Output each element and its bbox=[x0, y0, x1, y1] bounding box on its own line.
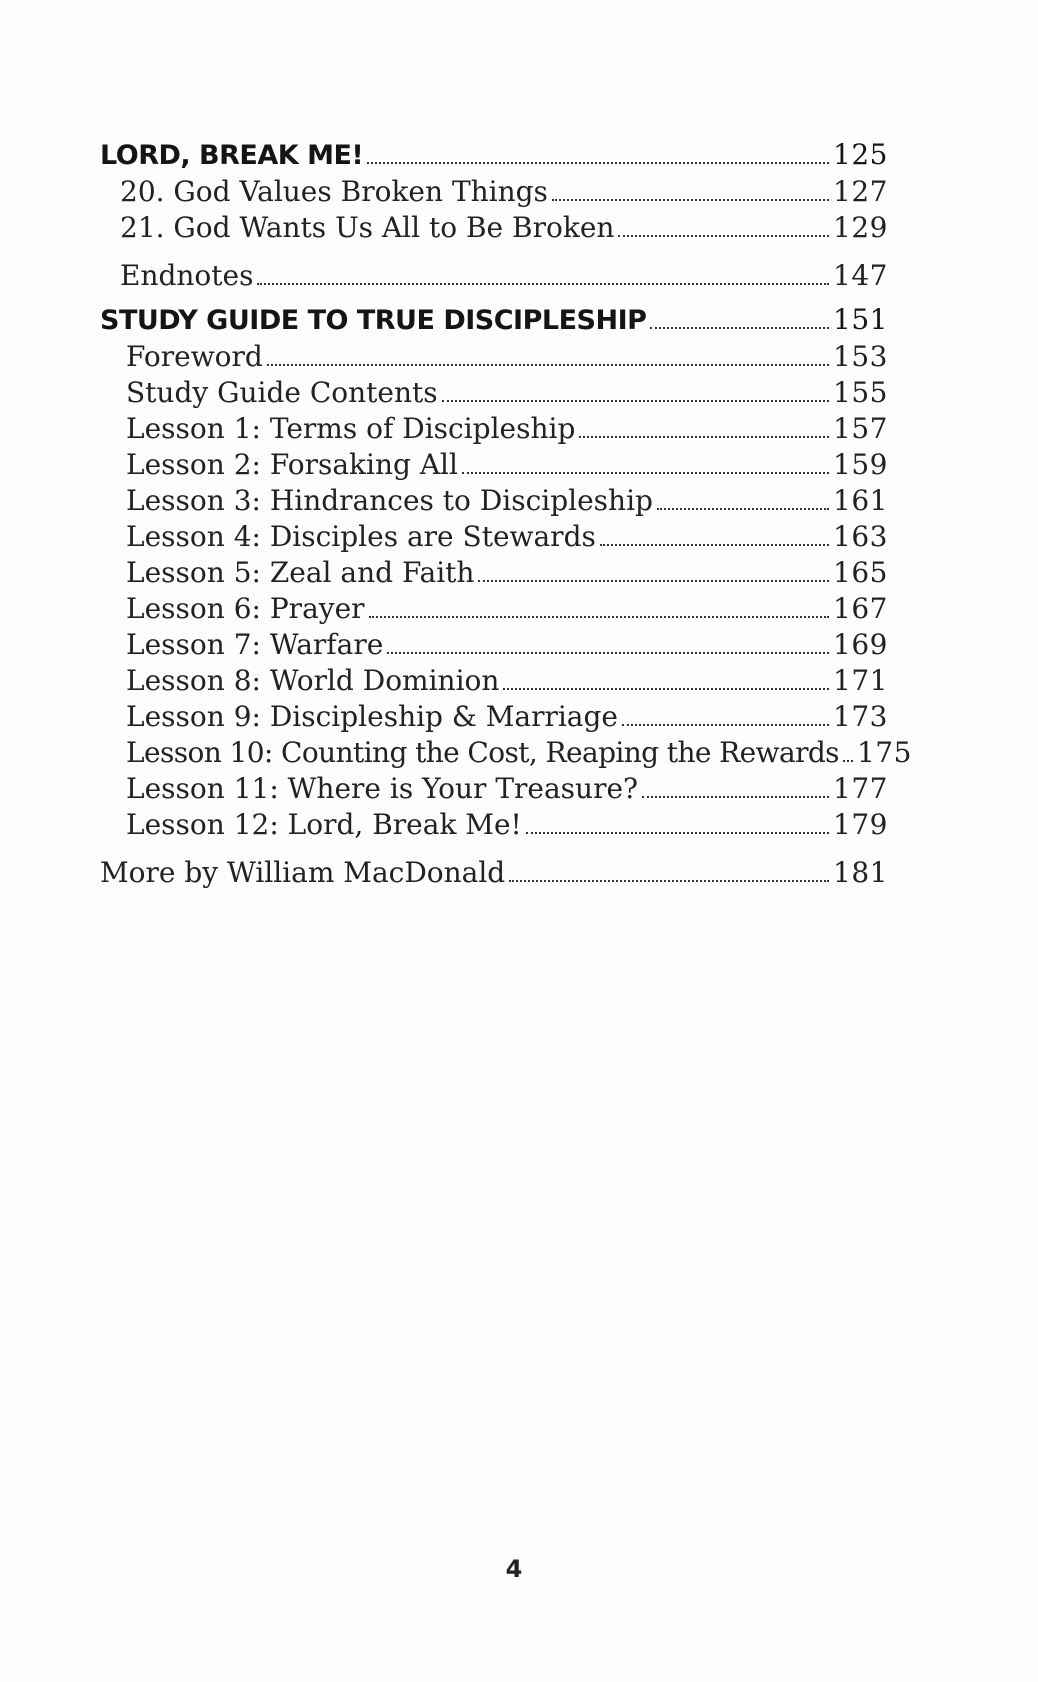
toc-entry-label: More by William MacDonald bbox=[100, 856, 506, 889]
toc-heading-lord-break-me bbox=[100, 137, 888, 174]
toc-entry-label: Lesson 11: Where is Your Treasure? bbox=[126, 772, 639, 805]
dot-leader bbox=[369, 616, 830, 618]
dot-leader bbox=[387, 652, 829, 654]
dot-leader bbox=[509, 880, 829, 882]
toc-heading-label: LORD, BREAK ME! bbox=[100, 140, 364, 171]
toc-page-number: 175 bbox=[856, 736, 912, 769]
toc-entry bbox=[100, 447, 888, 483]
dot-leader bbox=[642, 796, 829, 798]
toc-page-number: 129 bbox=[833, 211, 888, 244]
dot-leader bbox=[618, 235, 829, 237]
toc-entry-label: 20. God Values Broken Things bbox=[120, 175, 548, 208]
dot-leader bbox=[503, 688, 829, 690]
toc-entry-label: Lesson 4: Disciples are Stewards bbox=[126, 520, 596, 553]
toc-entry-label: 21. God Wants Us All to Be Broken bbox=[120, 211, 615, 244]
toc-entry-label: Lesson 10: Counting the Cost, Reaping the Rewards bbox=[126, 736, 839, 769]
toc-page-number: 177 bbox=[833, 772, 888, 805]
toc-page-number: 155 bbox=[833, 376, 888, 409]
toc-entry-label: Foreword bbox=[126, 340, 263, 373]
toc-entry-label: Lesson 1: Terms of Discipleship bbox=[126, 412, 576, 445]
dot-leader bbox=[442, 400, 829, 402]
dot-leader bbox=[478, 580, 829, 582]
dot-leader bbox=[257, 283, 829, 285]
spacer bbox=[100, 246, 888, 258]
toc-entry-label: Study Guide Contents bbox=[126, 376, 438, 409]
toc-page-number: 161 bbox=[833, 484, 888, 517]
toc-entry-label: Lesson 9: Discipleship & Marriage bbox=[126, 700, 618, 733]
toc-entry-endnotes bbox=[100, 258, 888, 294]
toc-entry bbox=[100, 483, 888, 519]
toc-entry-label: Lesson 12: Lord, Break Me! bbox=[126, 808, 522, 841]
dot-leader bbox=[267, 364, 829, 366]
dot-leader bbox=[657, 508, 829, 510]
toc-page-number: 125 bbox=[833, 138, 888, 171]
toc-entry-label: Lesson 6: Prayer bbox=[126, 592, 365, 625]
dot-leader bbox=[650, 327, 829, 329]
toc-entry bbox=[100, 627, 888, 663]
dot-leader bbox=[579, 436, 829, 438]
toc-entry-more-by bbox=[100, 855, 888, 891]
toc-entry bbox=[100, 591, 888, 627]
toc-page-number: 169 bbox=[833, 628, 888, 661]
toc-page-number: 181 bbox=[833, 856, 888, 889]
toc-entry bbox=[100, 735, 912, 771]
toc-entry-label: Lesson 8: World Dominion bbox=[126, 664, 500, 697]
dot-leader bbox=[600, 544, 829, 546]
toc-page-number: 165 bbox=[833, 556, 888, 589]
toc-heading-study-guide bbox=[100, 302, 888, 339]
dot-leader bbox=[462, 472, 829, 474]
toc-entry bbox=[100, 174, 888, 210]
toc-entry-label: Lesson 7: Warfare bbox=[126, 628, 384, 661]
toc-page-number: 167 bbox=[833, 592, 888, 625]
toc-page-number: 179 bbox=[833, 808, 888, 841]
toc-entry bbox=[100, 807, 888, 843]
toc-entry bbox=[100, 519, 888, 555]
toc-entry bbox=[100, 411, 888, 447]
table-of-contents bbox=[100, 137, 912, 891]
toc-entry bbox=[100, 699, 888, 735]
toc-page-number: 153 bbox=[833, 340, 888, 373]
toc-entry bbox=[100, 375, 888, 411]
toc-page-number: 147 bbox=[833, 259, 888, 292]
toc-entry-label: Endnotes bbox=[120, 259, 254, 292]
dot-leader bbox=[367, 162, 829, 164]
toc-entry bbox=[100, 555, 888, 591]
toc-page-number: 163 bbox=[833, 520, 888, 553]
page-number: 4 bbox=[505, 1555, 523, 1583]
toc-page-number: 173 bbox=[833, 700, 888, 733]
dot-leader bbox=[552, 199, 829, 201]
toc-entry bbox=[100, 663, 888, 699]
toc-entry bbox=[100, 339, 888, 375]
toc-page-number: 157 bbox=[833, 412, 888, 445]
toc-page-number: 171 bbox=[833, 664, 888, 697]
toc-entry-label: Lesson 2: Forsaking All bbox=[126, 448, 458, 481]
dot-leader bbox=[526, 832, 829, 834]
toc-page-number: 159 bbox=[833, 448, 888, 481]
toc-page-number: 127 bbox=[833, 175, 888, 208]
toc-entry bbox=[100, 210, 888, 246]
toc-page-number: 151 bbox=[833, 303, 888, 336]
spacer bbox=[100, 843, 888, 855]
dot-leader bbox=[843, 760, 853, 762]
dot-leader bbox=[622, 724, 829, 726]
toc-entry bbox=[100, 771, 888, 807]
toc-heading-label: STUDY GUIDE TO TRUE DISCIPLESHIP bbox=[100, 305, 647, 336]
toc-entry-label: Lesson 5: Zeal and Faith bbox=[126, 556, 475, 589]
spacer bbox=[100, 294, 888, 302]
toc-entry-label: Lesson 3: Hindrances to Discipleship bbox=[126, 484, 653, 517]
